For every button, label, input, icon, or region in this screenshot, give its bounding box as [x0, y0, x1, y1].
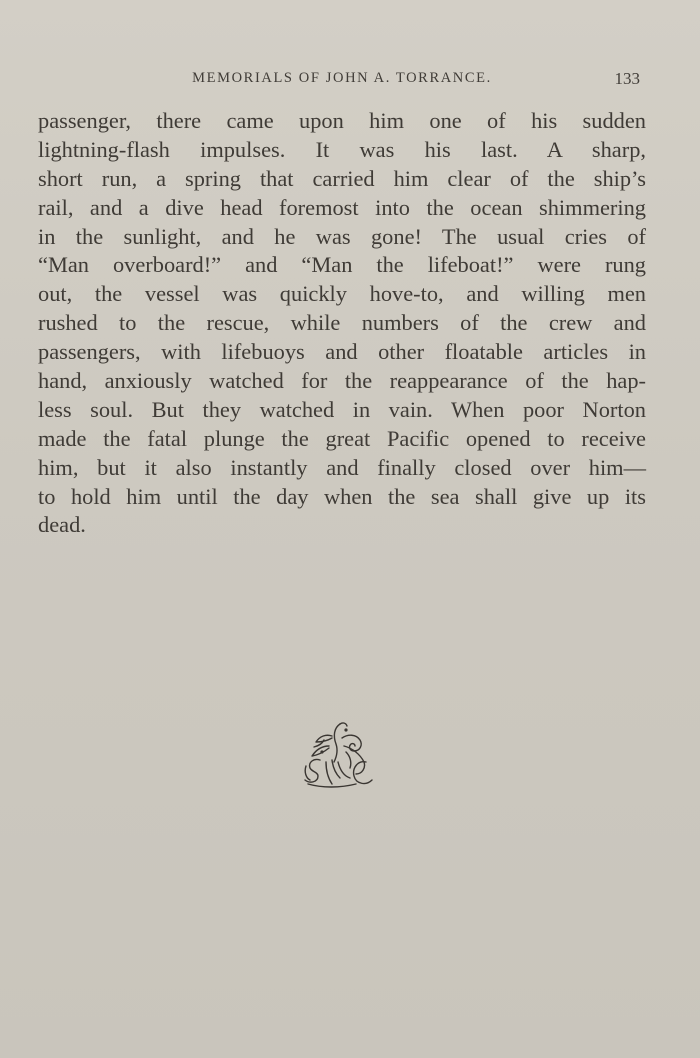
- text-line: out, the vessel was quickly hove-to, and willing men: [38, 281, 646, 307]
- text-line: to hold him until the day when the sea shall give up its: [38, 483, 646, 509]
- text-line: lightning-flash impulses. It was his last. A sharp,: [38, 136, 646, 162]
- text-line: passengers, with lifebuoys and other floatable articles in: [38, 339, 646, 365]
- text-line: hand, anxiously watched for the reappearance of the hap-: [38, 368, 646, 394]
- running-head: [38, 70, 646, 94]
- text-line: passenger, there came upon him one of his sudden: [38, 108, 646, 133]
- text-line: less soul. But they watched in vain. When poor Norton: [38, 396, 646, 422]
- text-line: dead.: [38, 512, 86, 538]
- text-line: made the fatal plunge the great Pacific opened to receive: [38, 425, 646, 451]
- page-number: 133: [614, 69, 640, 88]
- text-line: him, but it also instantly and finally closed over him—: [38, 454, 646, 480]
- running-title: MEMORIALS OF JOHN A. TORRANCE.: [192, 70, 492, 86]
- body-paragraph: [38, 107, 646, 540]
- text-line: “Man overboard!” and “Man the lifeboat!” were rung: [38, 252, 646, 278]
- text-line: in the sunlight, and he was gone! The usual cries of: [38, 223, 646, 249]
- floral-tailpiece-icon: [296, 716, 380, 790]
- text-line: rushed to the rescue, while numbers of the crew and: [38, 310, 646, 336]
- text-line: short run, a spring that carried him clear of the ship’s: [38, 165, 646, 191]
- text-line: rail, and a dive head foremost into the ocean shimmering: [38, 194, 646, 220]
